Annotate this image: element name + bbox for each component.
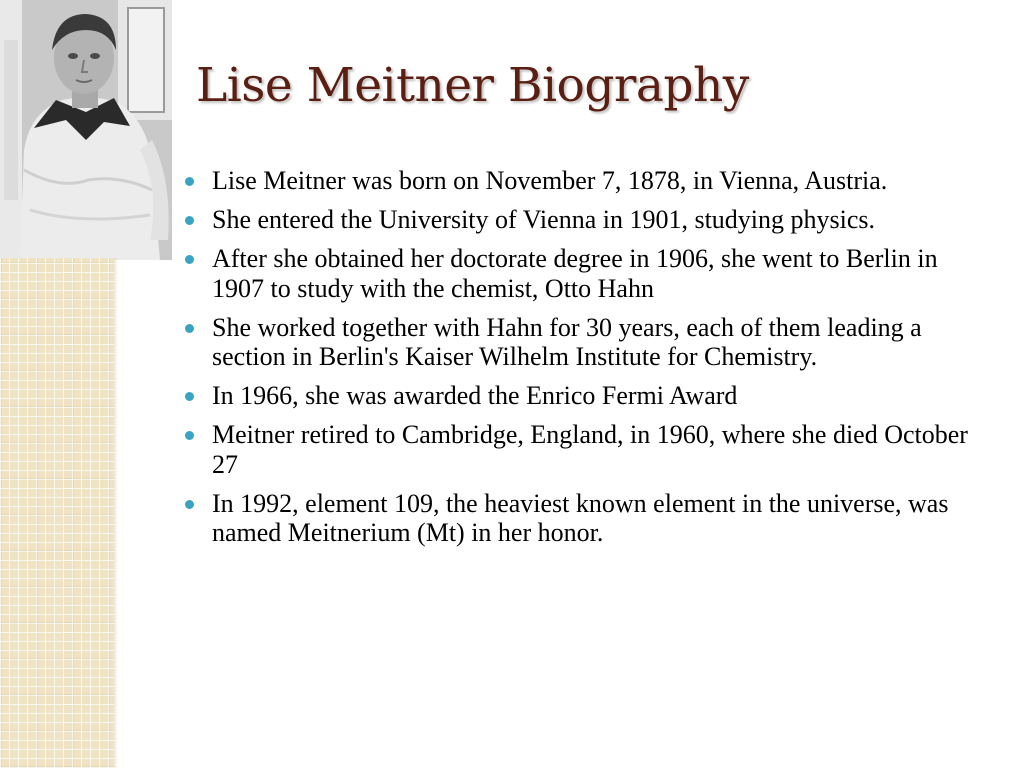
bullet-list [182,166,982,557]
bullet-dot-icon [185,177,194,186]
bullet-text: After she obtained her doctorate degree in 1906, she went to Berlin in 1907 to study with the chemist, Otto Hahn [212,244,938,303]
bullet-text: In 1992, element 109, the heaviest known element in the universe, was named Meitnerium (Mt) in her honor. [212,488,949,547]
bullet-dot-icon [185,255,194,264]
bullet-text: Lise Meitner was born on November 7, 1878, in Vienna, Austria. [212,166,888,195]
bullet-item [182,420,982,479]
bullet-text: She worked together with Hahn for 30 years, each of them leading a section in Berlin's Kaiser Wilhelm Institute for Chemistry. [212,312,922,371]
bullet-text: She entered the University of Vienna in 1901, studying physics. [212,205,876,234]
bullet-item [182,205,982,235]
bullet-item [182,244,982,303]
decorative-strip-shadow [114,258,118,768]
bullet-item [182,313,982,372]
bullet-item [182,166,982,196]
bullet-dot-icon [185,500,194,509]
bullet-item [182,489,982,548]
slide-title: Lise Meitner Biography [196,58,749,113]
bullet-dot-icon [185,216,194,225]
bullet-text: In 1966, she was awarded the Enrico Fermi Award [212,381,738,410]
bullet-item [182,381,982,411]
bullet-dot-icon [185,324,194,333]
bullet-text: Meitner retired to Cambridge, England, in 1960, where she died October 27 [212,420,968,479]
bullet-dot-icon [185,392,194,401]
decorative-tile-strip [0,258,114,768]
portrait-photo-drawing [0,0,172,260]
portrait-photo [0,0,172,260]
bullet-dot-icon [185,431,194,440]
